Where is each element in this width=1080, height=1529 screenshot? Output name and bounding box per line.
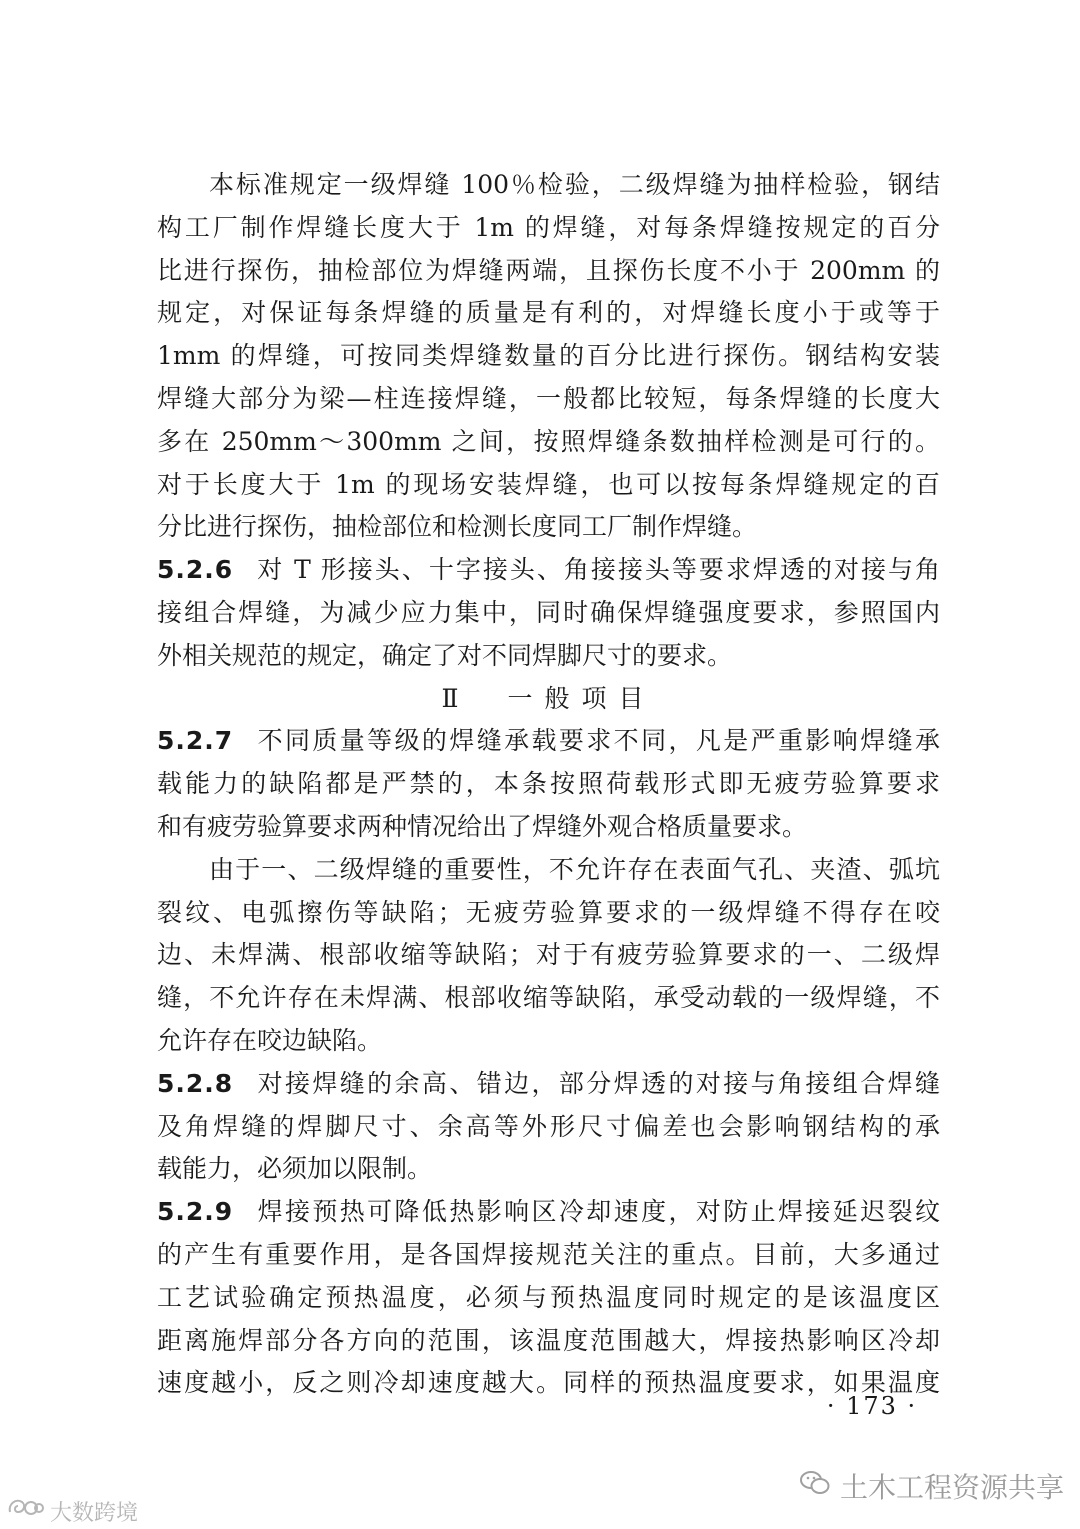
line-text: 外相关规范的规定，确定了对不同焊脚尺寸的要求。	[157, 640, 733, 670]
line-text: 构工厂制作焊缝长度大于 1m 的焊缝，对每条焊缝按规定的百分	[157, 212, 940, 242]
watermark-brand	[6, 1496, 138, 1526]
line-text: 接组合焊缝，为减少应力集中，同时确保焊缝强度要求，参照国内	[157, 597, 940, 627]
line-text: 允许存在咬边缺陷。	[157, 1025, 383, 1055]
watermark-source	[800, 1466, 1064, 1506]
line-text: 及角焊缝的焊脚尺寸、余高等外形尺寸偏差也会影响钢结构的承	[157, 1111, 940, 1141]
watermark-brand-text: 大数跨境	[50, 1500, 139, 1526]
line-text: 速度越小，反之则冷却速度越大。同样的预热温度要求，如果温度	[157, 1368, 940, 1398]
text-line	[157, 549, 940, 592]
text-line	[157, 849, 940, 892]
clause-number: 5.2.8	[157, 1068, 234, 1098]
section-heading	[157, 678, 940, 721]
text-line	[157, 592, 940, 635]
line-text: 距离施焊部分各方向的范围，该温度范围越大，焊接热影响区冷却	[157, 1325, 940, 1355]
brand-logo-icon	[6, 1496, 44, 1526]
text-line	[157, 934, 940, 977]
text-line	[157, 1277, 940, 1320]
text-line	[157, 806, 940, 849]
text-line	[157, 207, 940, 250]
line-text: 边、未焊满、根部收缩等缺陷；对于有疲劳验算要求的一、二级焊	[157, 940, 940, 970]
line-text: 规定，对保证每条焊缝的质量是有利的，对焊缝长度小于或等于	[157, 298, 940, 328]
wechat-icon	[800, 1470, 830, 1503]
line-text: 和有疲劳验算要求两种情况给出了焊缝外观合格质量要求。	[157, 811, 808, 841]
line-text: 工艺试验确定预热温度，必须与预热温度同时规定的是该温度区	[157, 1282, 940, 1312]
text-line	[157, 506, 940, 549]
text-line	[157, 892, 940, 935]
line-text: Ⅱ 一般项目	[441, 683, 656, 713]
clause-number: 5.2.9	[157, 1197, 234, 1227]
text-line	[157, 1234, 940, 1277]
text-line	[157, 1063, 940, 1106]
line-text: 焊接预热可降低热影响区冷却速度，对防止焊接延迟裂纹	[255, 1197, 940, 1227]
clause-number: 5.2.6	[157, 555, 234, 585]
text-line	[157, 292, 940, 335]
line-text: 缝，不允许存在未焊满、根部收缩等缺陷，承受动载的一级焊缝，不	[157, 983, 940, 1013]
line-text: 载能力的缺陷都是严禁的，本条按照荷载形式即无疲劳验算要求	[157, 769, 940, 799]
text-line	[157, 1020, 940, 1063]
text-line	[157, 378, 940, 421]
text-line	[157, 1148, 940, 1191]
line-text: 的产生有重要作用，是各国焊接规范关注的重点。目前，大多通过	[157, 1239, 940, 1269]
line-text: 对 T 形接头、十字接头、角接接头等要求焊透的对接与角	[255, 555, 940, 585]
text-line	[157, 635, 940, 678]
text-line	[157, 1191, 940, 1234]
line-text: 对于长度大于 1m 的现场安装焊缝，也可以按每条焊缝规定的百	[157, 469, 940, 499]
text-line	[157, 164, 940, 207]
text-line	[157, 421, 940, 464]
line-text: 对接焊缝的余高、错边，部分焊透的对接与角接组合焊缝	[255, 1068, 940, 1098]
line-text: 本标准规定一级焊缝 100％检验，二级焊缝为抽样检验，钢结	[209, 170, 940, 199]
text-line	[157, 335, 940, 378]
page-number: · 173 ·	[826, 1392, 918, 1420]
text-line	[157, 977, 940, 1020]
text-line	[157, 464, 940, 507]
text-line	[157, 250, 940, 293]
body-text	[157, 164, 940, 1405]
text-line	[157, 1320, 940, 1363]
watermark-source-text: 土木工程资源共享	[840, 1471, 1065, 1504]
line-text: 载能力，必须加以限制。	[157, 1154, 433, 1184]
line-text: 多在 250mm～300mm 之间，按照焊缝条数抽样检测是可行的。	[157, 426, 940, 456]
line-text: 分比进行探伤，抽检部位和检测长度同工厂制作焊缝。	[157, 512, 758, 542]
line-text: 焊缝大部分为梁—柱连接焊缝，一般都比较短，每条焊缝的长度大	[157, 383, 940, 413]
text-line	[157, 1106, 940, 1149]
line-text: 比进行探伤，抽检部位为焊缝两端，且探伤长度不小于 200mm 的	[157, 255, 940, 285]
line-text: 由于一、二级焊缝的重要性，不允许存在表面气孔、夹渣、弧坑	[209, 854, 940, 884]
text-line	[157, 720, 940, 763]
clause-number: 5.2.7	[157, 726, 234, 756]
line-text: 不同质量等级的焊缝承载要求不同，凡是严重影响焊缝承	[255, 726, 940, 756]
text-line	[157, 763, 940, 806]
line-text: 裂纹、电弧擦伤等缺陷；无疲劳验算要求的一级焊缝不得存在咬	[157, 897, 940, 927]
line-text: 1mm 的焊缝，可按同类焊缝数量的百分比进行探伤。钢结构安装	[157, 341, 940, 371]
